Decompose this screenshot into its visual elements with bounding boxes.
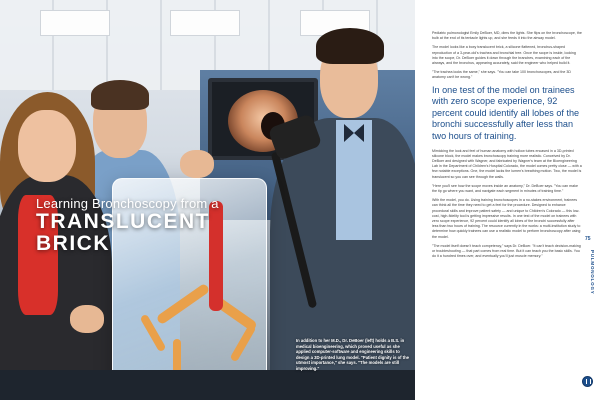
table <box>0 370 415 400</box>
body-paragraph: "The trachea looks the same," she says. "You can take 100 bronchoscopes, and the 3D anatomy can't be wrong." <box>432 70 571 80</box>
ceiling-light <box>170 10 240 36</box>
hand <box>180 150 214 178</box>
woman-face <box>18 110 76 182</box>
body-paragraph: "Here you'll see how the scope moves inside an anatomy," Dr. DeBoer says. "You can make the tip go where you want, and navigate each segment in minutes of training time." <box>432 183 578 194</box>
article-page <box>415 0 600 400</box>
bronchus-branch <box>156 283 211 326</box>
photo-caption: In addition to her M.D., Dr. DeBoer (left) holds a B.S. in medical bioengineering, which proved useful as she applied computer-software and engineering skills to design a 3D-printed lung model. "Patient dignity is of the utmost importance," she says. "The models are still improving." <box>296 338 409 371</box>
body-paragraph: Pediatric pulmonologist Emily DeBoer, MD, dims the lights. She flips on the bronchoscope, the bulb at the end of its tentacle lights up, and she feeds it into the airway model. <box>432 31 582 41</box>
section-label: PULMONOLOGY <box>590 250 595 295</box>
hand <box>70 305 104 333</box>
body-paragraph: The model looks like a boxy translucent brick, a silicone flattened, bronchus-shaped reproduction of a 3-year-old's trachea and bronchial tree. Once the scope is inside, looking into the scope, Dr. DeBoer guides it down through the branches, examining each of the airways, and the bronchus, appearing accurately, said the engineer who helped build it. <box>432 45 576 66</box>
body-paragraph: With the model, you do. Using training bronchoscopes in a no-stakes environment, trainees can think all the time they need to get a feel for the procedure. Designed to enhance procedural skills and improve patient safety — and unique to Children's Colorado — this low-cost, high-fidelity tool is getting impressive results. In one test of the model on trainees with zero scope experience, 92 percent could identify all lobes of the bronchi successfully after less than two hours of training. The resource currently in the works: a multi-institution study to determine how quickly trainees can use a realistic model to perform bronchoscopy after using the model. <box>432 198 581 239</box>
headline-title-line-2: BRICK <box>36 232 110 255</box>
article-headline <box>36 196 276 255</box>
ceiling-light <box>40 10 110 36</box>
body-paragraph: "The model itself doesn't teach competency," says Dr. DeBoer. "It can't teach decision-making or troubleshooting — that part comes from real time. But it can teach you the basic skills. You do it a hundred times over, and eventually you'll just muscle memory." <box>432 243 581 259</box>
pull-quote: In one test of the model on trainees with zero scope experience, 92 percent could identify all lobes of the bronchi successfully after less than two hours of training. <box>432 84 580 141</box>
body-paragraph: Mimicking the look and feel of human anatomy with hollow tubes encased in a 3D-printed silicone block, the model makes bronchoscopy training more realistic. Conceived by Dr. DeBoer and designed with Wagner, and fabricated by Wagner's team at the Bioengineering Lab in the Department of Children's Hospital Colorado, the model comes pretty close — with a few notable exceptions. One, the model lacks the lumen's breathing motion. Two, the model is translucent so you can see through the walls. <box>432 148 582 179</box>
man-right-shirt <box>336 120 372 240</box>
publication-logo-icon <box>582 376 593 387</box>
bronchus-branch <box>230 324 257 363</box>
man-right-hair <box>316 28 384 64</box>
article-column <box>432 31 582 263</box>
headline-title-line-1: TRANSLUCENT <box>36 210 210 233</box>
headline-kicker: Learning Bronchoscopy from a <box>36 196 219 211</box>
page-number: 75 <box>585 236 591 242</box>
man-left-hair <box>91 80 149 110</box>
